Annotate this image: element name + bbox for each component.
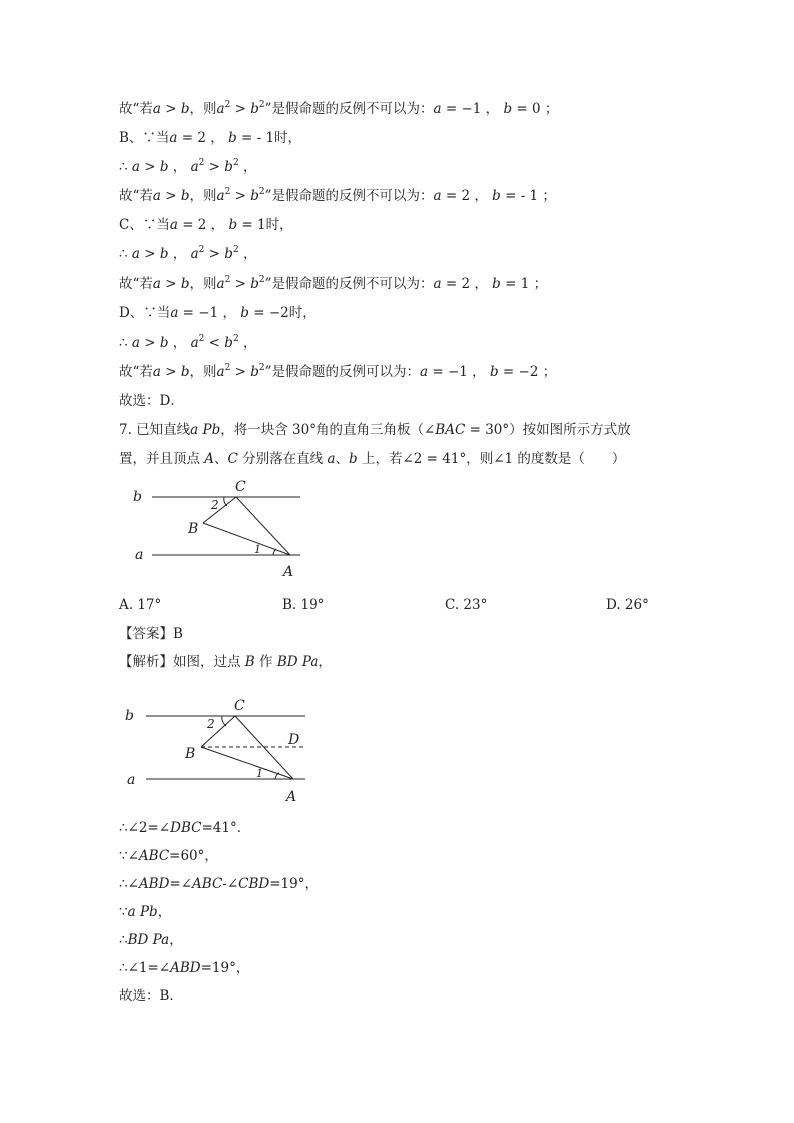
- fig2-side-ba: [201, 747, 293, 779]
- text-run: 【解析】如图，过点: [119, 654, 245, 670]
- math-italic: BD: [276, 654, 302, 670]
- math-italic: b: [240, 305, 249, 321]
- text-run: ，则: [189, 276, 217, 292]
- text-run: =19°，: [269, 876, 318, 892]
- text-run: >: [230, 276, 251, 292]
- text-run: >: [230, 188, 251, 204]
- fig1-label-angle1: 1: [254, 543, 261, 556]
- superscript: 2: [224, 363, 231, 373]
- math-italic: P: [139, 904, 150, 920]
- fig1-label-a: a: [135, 547, 144, 563]
- text-run: = 2 ，: [441, 188, 493, 204]
- text-run: 故“若: [119, 276, 153, 292]
- text-run: >: [230, 364, 251, 380]
- text-run: ，: [168, 159, 191, 175]
- text-run: = −2 ；: [498, 364, 557, 380]
- text-run: = 2 ，: [177, 217, 229, 233]
- text-run: 故选：D．: [119, 393, 184, 409]
- text-run: ，则: [189, 364, 217, 380]
- text-run: ∴∠1=∠: [119, 960, 171, 976]
- text-run: ∴: [119, 932, 128, 948]
- math-italic: a > b: [152, 101, 190, 117]
- fig2-label-b: b: [125, 708, 134, 724]
- text-run: 【答案】B: [119, 626, 183, 642]
- math-italic: b: [228, 217, 238, 233]
- math-italic: a: [433, 101, 442, 117]
- math-italic: BAC: [435, 422, 466, 438]
- text-run: ，: [318, 654, 332, 670]
- math-italic: P: [301, 654, 311, 670]
- math-italic: P: [202, 422, 212, 438]
- math-italic: ABC: [138, 848, 170, 864]
- math-italic: a: [310, 654, 319, 670]
- math-italic: a: [190, 422, 203, 438]
- superscript: 2: [232, 245, 239, 255]
- superscript: 2: [198, 245, 205, 255]
- math-italic: BD: [127, 932, 153, 948]
- math-italic: b: [492, 188, 501, 204]
- fig2-label-a: a: [127, 772, 136, 788]
- math-italic: b: [211, 422, 221, 438]
- text-run: = 2 ，: [177, 130, 229, 146]
- text-run: ”是假命题的反例不可以为：: [264, 276, 434, 292]
- text-run: 故“若: [119, 364, 153, 380]
- text-run: >: [204, 159, 225, 175]
- text-run: 7. 已知直线: [119, 422, 191, 438]
- text-run: ，: [238, 246, 257, 262]
- math-italic: a: [420, 364, 429, 380]
- text-run: >: [204, 246, 225, 262]
- text-run: ，: [168, 246, 191, 262]
- math-italic: a: [169, 217, 178, 233]
- fig2-label-angle1: 1: [256, 767, 263, 780]
- text-run: ，则: [189, 101, 217, 117]
- math-italic: ABD: [170, 960, 201, 976]
- text-run: ，则: [189, 188, 217, 204]
- math-italic: a > b: [131, 246, 169, 262]
- text-run: = 1时，: [237, 217, 293, 233]
- math-italic: a > b: [152, 276, 190, 292]
- math-italic: a > b: [131, 159, 169, 175]
- option-b: B. 19°: [282, 597, 325, 613]
- math-italic: DBC: [170, 820, 202, 836]
- text-run: ∴: [119, 335, 132, 351]
- superscript: 2: [224, 275, 231, 285]
- math-italic: a: [169, 130, 178, 146]
- math-italic: B: [244, 654, 255, 670]
- text-run: ，将一块含 30°角的直角三角板（∠: [220, 422, 436, 438]
- math-italic: b: [224, 159, 233, 175]
- math-italic: b: [224, 246, 233, 262]
- text-run: ∴∠2=∠: [119, 820, 171, 836]
- text-run: ”是假命题的反例不可以为：: [264, 188, 434, 204]
- math-italic: b: [492, 276, 501, 292]
- text-run: ，: [157, 904, 172, 920]
- text-run: 上，若∠2 = 41°，则∠1 的度数是（ ）: [357, 451, 626, 467]
- text-run: = −1 ，: [428, 364, 490, 380]
- fig2-label-C: C: [234, 698, 245, 714]
- math-italic: C: [227, 451, 238, 467]
- math-italic: b: [503, 101, 513, 117]
- fig2-label-A: A: [286, 789, 297, 805]
- fig1-label-A: A: [283, 564, 294, 580]
- text-run: >: [230, 101, 251, 117]
- text-run: ∴: [119, 159, 132, 175]
- superscript: 2: [198, 334, 205, 344]
- superscript: 2: [258, 187, 265, 197]
- text-run: 作: [254, 654, 277, 670]
- option-d: D. 26°: [606, 597, 649, 613]
- text-run: ∵∠: [119, 848, 139, 864]
- text-run: 故“若: [119, 188, 153, 204]
- text-run: 置，并且顶点: [119, 451, 205, 467]
- text-run: ∴∠: [119, 876, 139, 892]
- math-italic: b: [224, 335, 233, 351]
- text-run: ，: [238, 159, 257, 175]
- math-italic: P: [152, 932, 162, 948]
- math-italic: a: [216, 101, 225, 117]
- superscript: 2: [198, 158, 205, 168]
- math-italic: a > b: [152, 364, 190, 380]
- text-run: B、∵当: [119, 130, 170, 146]
- text-run: 故选：B．: [119, 988, 183, 1004]
- option-a: A. 17°: [119, 597, 162, 613]
- math-italic: a: [433, 188, 442, 204]
- math-italic: ABC: [192, 876, 223, 892]
- text-run: D、∵当: [119, 305, 171, 321]
- fig1-label-angle2: 2: [211, 498, 219, 512]
- text-run: =60°，: [169, 848, 218, 864]
- text-run: = −1 ，: [441, 101, 504, 117]
- text-run: = 0 ；: [512, 101, 559, 117]
- math-italic: a: [170, 305, 179, 321]
- math-italic: a: [216, 276, 225, 292]
- math-italic: a: [216, 188, 225, 204]
- text-run: ”是假命题的反例可以为：: [264, 364, 420, 380]
- text-run: = 2 ，: [441, 276, 493, 292]
- math-italic: CBD: [238, 876, 270, 892]
- math-italic: a > b: [152, 188, 190, 204]
- superscript: 2: [232, 334, 239, 344]
- math-italic: a: [327, 451, 336, 467]
- math-italic: a: [127, 904, 140, 920]
- superscript: 2: [224, 100, 231, 110]
- text-run: = - 1时，: [236, 130, 302, 146]
- text-run: ∴: [119, 246, 132, 262]
- fig1-label-C: C: [235, 479, 246, 495]
- text-run: ”是假命题的反例不可以为：: [264, 101, 434, 117]
- math-italic: b: [250, 188, 259, 204]
- text-run: = 30°）按如图所示方式放: [465, 422, 631, 438]
- math-italic: b: [228, 130, 237, 146]
- text-run: <: [204, 335, 225, 351]
- math-italic: a: [161, 932, 170, 948]
- math-italic: b: [149, 904, 158, 920]
- math-italic: a: [190, 159, 199, 175]
- math-italic: b: [489, 364, 499, 380]
- text-run: ∵: [119, 904, 128, 920]
- text-run: =∠: [169, 876, 193, 892]
- text-run: = 1 ；: [500, 276, 548, 292]
- math-italic: a: [190, 246, 199, 262]
- text-run: ，: [169, 932, 183, 948]
- math-italic: a > b: [131, 335, 169, 351]
- math-italic: b: [250, 101, 259, 117]
- math-italic: A: [204, 451, 215, 467]
- text-run: 故“若: [119, 101, 153, 117]
- fig1-label-b: b: [133, 489, 142, 505]
- superscript: 2: [258, 275, 265, 285]
- fig2-label-D: D: [288, 732, 300, 748]
- text-run: = −2时，: [248, 305, 316, 321]
- math-italic: b: [250, 276, 259, 292]
- text-run: 分别落在直线: [237, 451, 328, 467]
- superscript: 2: [258, 363, 265, 373]
- text-run: -∠: [222, 876, 239, 892]
- text-run: C、∵当: [119, 217, 170, 233]
- text-run: = - 1 ；: [500, 188, 556, 204]
- text-run: =19°，: [200, 960, 250, 976]
- text-run: 、: [335, 451, 350, 467]
- math-italic: ABD: [138, 876, 170, 892]
- math-italic: b: [250, 364, 259, 380]
- fig1-label-B: B: [188, 521, 199, 537]
- text-run: 、: [214, 451, 228, 467]
- text-run: ，: [238, 335, 257, 351]
- text-run: =41°．: [201, 820, 251, 836]
- math-italic: a: [190, 335, 199, 351]
- fig2-label-angle2: 2: [207, 717, 215, 731]
- math-italic: a: [433, 276, 442, 292]
- option-c: C. 23°: [445, 597, 488, 613]
- superscript: 2: [232, 158, 239, 168]
- math-italic: b: [349, 451, 358, 467]
- text-run: ，: [168, 335, 191, 351]
- text-run: = −1 ，: [178, 305, 241, 321]
- superscript: 2: [224, 187, 231, 197]
- superscript: 2: [258, 100, 265, 110]
- fig2-label-B: B: [185, 746, 196, 762]
- math-italic: a: [216, 364, 225, 380]
